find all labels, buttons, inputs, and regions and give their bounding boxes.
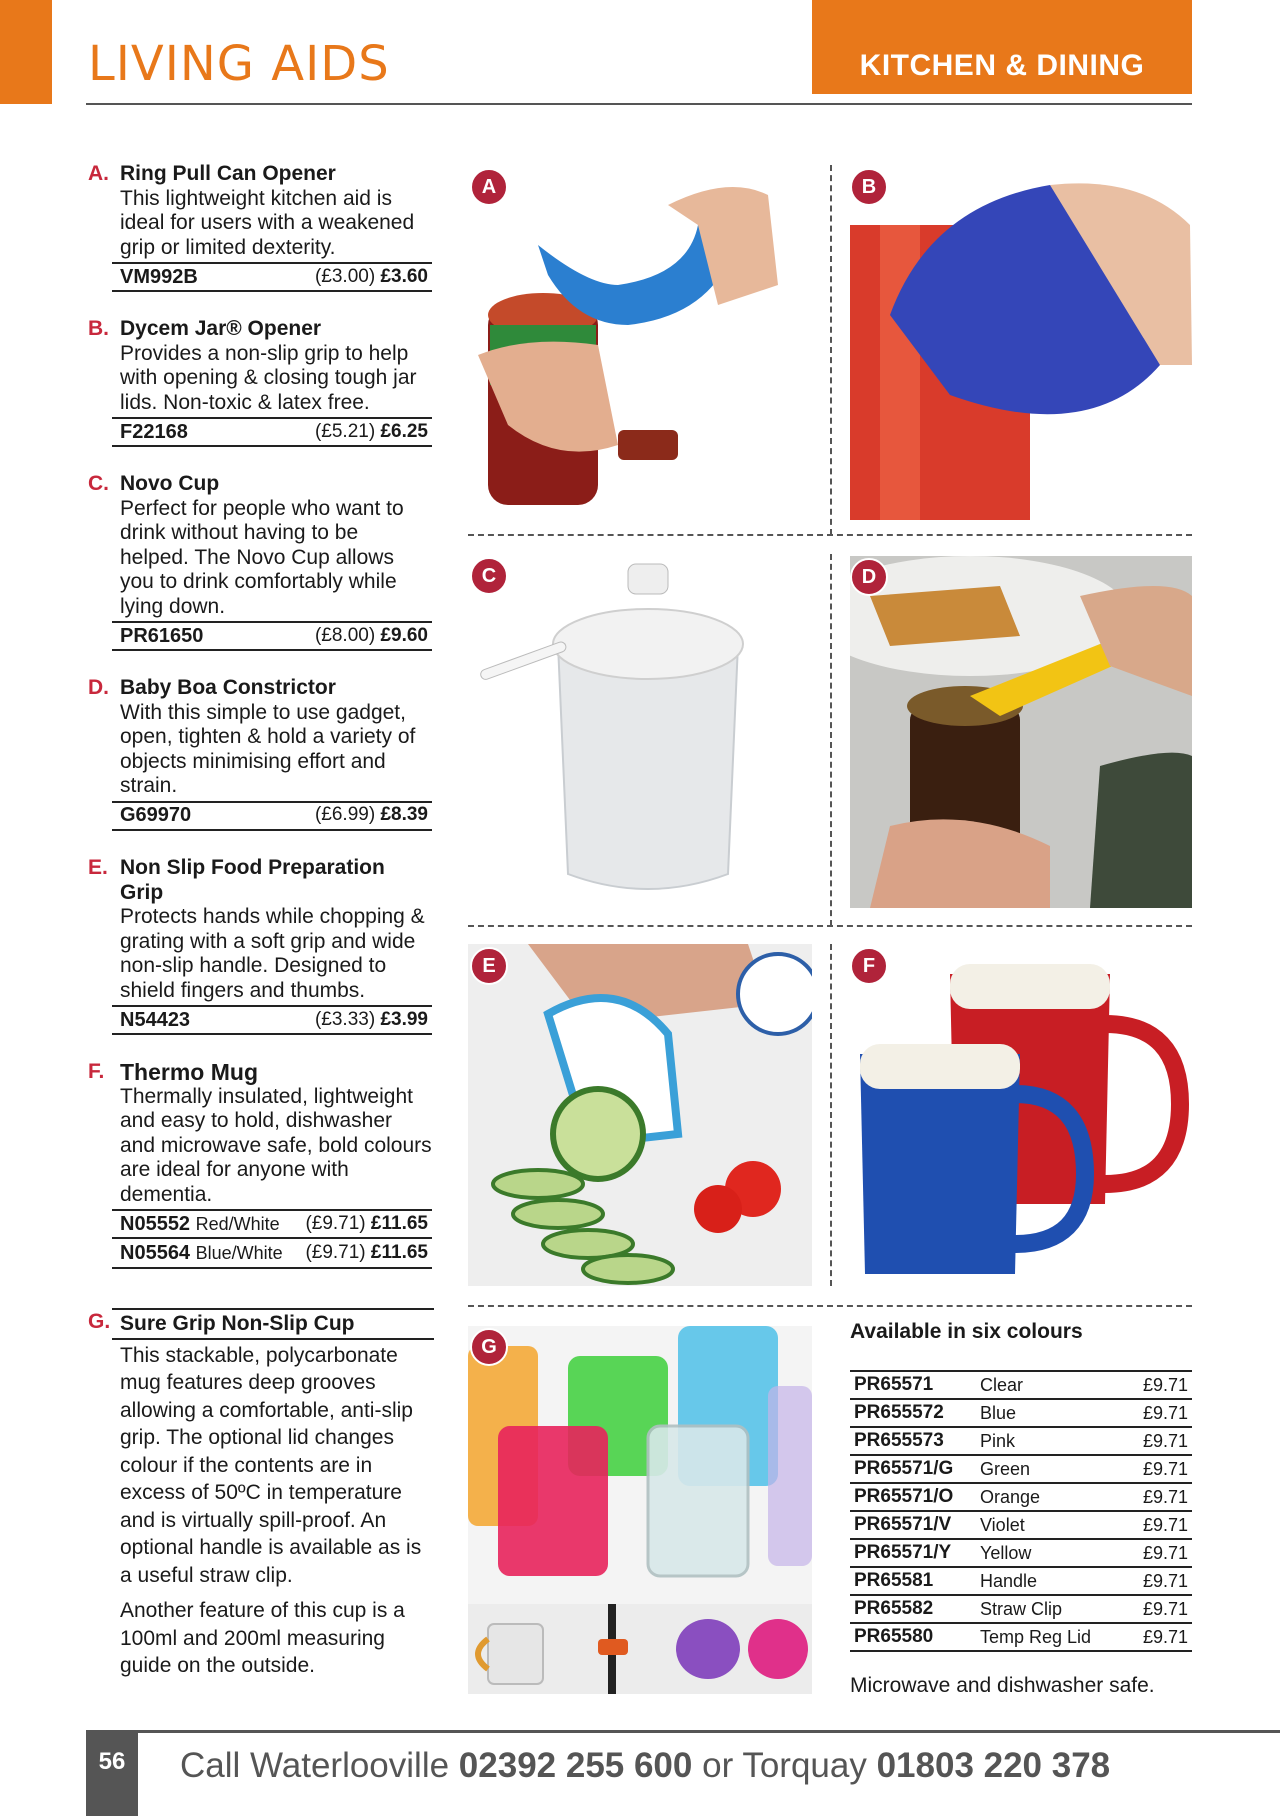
footer-phone-torquay[interactable]: 01803 220 378 (876, 1746, 1111, 1785)
product-g (88, 1308, 434, 1680)
product-code-group (120, 1212, 280, 1237)
product-price (315, 1008, 428, 1033)
colour-price: £9.71 (1142, 1430, 1188, 1451)
colour-row (850, 1568, 1192, 1596)
boa-constrictor-illustration (850, 556, 1192, 908)
product-c (88, 472, 432, 651)
colour-price: £9.71 (1142, 1626, 1188, 1647)
divider-horizontal (468, 1305, 1192, 1307)
product-name: Ring Pull Can Opener (120, 162, 336, 185)
price-inc-vat: £3.99 (380, 1008, 428, 1030)
colour-price: £9.71 (1142, 1542, 1188, 1563)
divider-vertical (830, 944, 832, 1286)
product-code-row (112, 1005, 432, 1035)
category-tab (812, 0, 1192, 94)
colour-row (850, 1400, 1192, 1428)
product-name: Novo Cup (120, 472, 220, 495)
product-d-image (850, 556, 1192, 908)
colours-footnote: Microwave and dishwasher safe. (850, 1674, 1155, 1697)
colour-price: £9.71 (1142, 1570, 1188, 1591)
product-price (315, 803, 428, 828)
product-d (88, 676, 432, 831)
product-description: Thermally insulated, lightweight and easy to hold, dishwasher and microwave safe, bold colours are ideal for anyone with dementia. (120, 1084, 432, 1206)
colour-name: Clear (980, 1374, 1024, 1395)
badge-a: A (470, 168, 508, 206)
page-number: 56 (86, 1730, 138, 1816)
colour-name: Green (980, 1458, 1031, 1479)
header-divider (86, 103, 1192, 105)
product-name: Thermo Mug (120, 1059, 258, 1085)
colour-name: Blue (980, 1402, 1017, 1423)
badge-c: C (470, 557, 508, 595)
price-inc-vat: £6.25 (380, 420, 428, 442)
product-g-header (88, 1308, 434, 1340)
colour-price: £9.71 (1142, 1374, 1188, 1395)
product-b (88, 317, 432, 447)
product-letter: E. (88, 856, 108, 879)
footer-divider (86, 1730, 1280, 1733)
colour-row (850, 1372, 1192, 1400)
colour-price: £9.71 (1142, 1514, 1188, 1535)
price-inc-vat: £11.65 (370, 1212, 428, 1234)
product-description: Provides a non-slip grip to help with opening & closing tough jar lids. Non-toxic & latex free. (120, 341, 417, 414)
colour-row (850, 1428, 1192, 1456)
colour-name: Pink (980, 1430, 1016, 1451)
product-letter: D. (88, 676, 109, 699)
colour-code: PR65580 (854, 1626, 934, 1647)
product-e-image (468, 944, 812, 1286)
product-name: Non Slip Food Preparation Grip (120, 856, 385, 904)
price-inc-vat: £8.39 (380, 804, 428, 826)
colour-table (850, 1370, 1192, 1652)
price-ex-vat: (£9.71) (305, 1241, 366, 1263)
colour-row (850, 1596, 1192, 1624)
colour-price: £9.71 (1142, 1598, 1188, 1619)
price-inc-vat: £3.60 (380, 265, 428, 287)
product-code: VM992B (120, 265, 198, 288)
product-description: This stackable, polycarbonate mug features deep grooves allowing a comfortable, anti-slip grip. The optional lid changes colour if the contents are in excess of 50ºC in temperature and is virtually spill-proof. An optional handle is available as is a useful straw clip. (120, 1343, 422, 1587)
product-code-row (112, 417, 432, 447)
product-code: N05564 (120, 1241, 191, 1264)
colour-row (850, 1512, 1192, 1540)
product-variant: Blue/White (195, 1242, 283, 1263)
footer-or-text: or Torquay (702, 1746, 867, 1785)
product-description: Perfect for people who want to drink without having to be helped. The Novo Cup allows you to drink comfortably while lying down. (120, 496, 404, 618)
cup-accessories-illustration (468, 1604, 812, 1694)
badge-e: E (470, 947, 508, 985)
product-c-image (468, 554, 790, 914)
product-description: This lightweight kitchen aid is ideal for users with a weakened grip or limited dexterity. (120, 186, 415, 259)
product-code: F22168 (120, 420, 188, 443)
colour-row (850, 1456, 1192, 1484)
colour-name: Temp Reg Lid (980, 1626, 1092, 1647)
footer-phone-waterlooville[interactable]: 02392 255 600 (458, 1746, 693, 1785)
price-ex-vat: (£9.71) (305, 1212, 366, 1234)
jar-opener-illustration (850, 165, 1192, 520)
divider-horizontal (468, 925, 1192, 927)
colour-code: PR65582 (854, 1598, 934, 1619)
product-b-image (850, 165, 1192, 520)
product-code: G69970 (120, 804, 192, 827)
product-code-row (112, 801, 432, 831)
product-price (315, 420, 428, 445)
colour-price: £9.71 (1142, 1486, 1188, 1507)
colour-code: PR65571/V (854, 1514, 952, 1535)
colour-row (850, 1484, 1192, 1512)
product-code-row (112, 1209, 432, 1239)
product-code: N05552 (120, 1212, 191, 1235)
badge-d: D (850, 558, 888, 596)
divider-vertical (830, 165, 832, 535)
novo-cup-illustration (468, 554, 790, 914)
footer-call-text: Call Waterlooville (180, 1746, 450, 1785)
colour-code: PR65571 (854, 1374, 934, 1395)
product-price (315, 624, 428, 649)
product-letter: F. (88, 1060, 105, 1083)
colour-code: PR655572 (854, 1402, 944, 1423)
product-f (88, 1060, 432, 1269)
product-price (305, 1212, 428, 1237)
colours-title: Available in six colours (850, 1320, 1083, 1343)
colour-code: PR65581 (854, 1570, 934, 1591)
product-code-row (112, 262, 432, 292)
colour-name: Yellow (980, 1542, 1032, 1563)
price-ex-vat: (£8.00) (314, 624, 376, 646)
product-description: With this simple to use gadget, open, tighten & hold a variety of objects minimising effort and strain. (120, 700, 416, 797)
price-ex-vat: (£5.21) (314, 420, 376, 442)
product-price (305, 1241, 428, 1266)
price-inc-vat: £11.65 (370, 1241, 428, 1263)
sure-grip-cups-illustration (468, 1326, 812, 1606)
colour-name: Handle (980, 1570, 1038, 1591)
product-name: Dycem Jar® Opener (120, 317, 322, 340)
product-e (88, 856, 432, 1035)
product-a (88, 162, 432, 292)
colour-name: Orange (980, 1486, 1041, 1507)
section-title: LIVING AIDS (88, 36, 390, 92)
price-inc-vat: £9.60 (380, 624, 428, 646)
product-code-group (120, 1241, 283, 1266)
colour-row (850, 1540, 1192, 1568)
price-ex-vat: (£6.99) (314, 804, 376, 826)
product-letter: A. (88, 162, 109, 185)
product-code: N54423 (120, 1008, 191, 1031)
divider-vertical (830, 554, 832, 926)
badge-f: F (850, 947, 888, 985)
colour-name: Straw Clip (980, 1598, 1063, 1619)
colour-price: £9.71 (1142, 1458, 1188, 1479)
product-code: PR61650 (120, 624, 204, 647)
colour-row (850, 1624, 1192, 1652)
colour-code: PR655573 (854, 1430, 944, 1451)
product-name: Sure Grip Non-Slip Cup (120, 1312, 355, 1335)
colour-price: £9.71 (1142, 1402, 1188, 1423)
product-description-extra: Another feature of this cup is a 100ml and 200ml measuring guide on the outside. (120, 1599, 405, 1677)
product-letter: C. (88, 472, 109, 495)
price-ex-vat: (£3.00) (314, 265, 376, 287)
colour-code: PR65571/G (854, 1458, 954, 1479)
product-code-row (112, 1239, 432, 1269)
thermo-mug-illustration (850, 944, 1192, 1286)
product-code-row (112, 621, 432, 651)
colour-code: PR65571/O (854, 1486, 954, 1507)
product-g-image (468, 1326, 812, 1606)
product-name: Baby Boa Constrictor (120, 676, 336, 699)
product-price (315, 265, 428, 290)
product-g-accessories-image (468, 1604, 812, 1694)
product-variant: Red/White (195, 1213, 280, 1234)
header-accent-block (0, 0, 52, 104)
footer-contact (180, 1746, 1110, 1786)
badge-b: B (850, 168, 888, 206)
divider-horizontal (468, 534, 1192, 536)
product-f-image (850, 944, 1192, 1286)
price-ex-vat: (£3.33) (314, 1008, 376, 1030)
can-opener-illustration (468, 165, 790, 520)
colour-code: PR65571/Y (854, 1542, 952, 1563)
product-a-image (468, 165, 790, 520)
food-grip-illustration (468, 944, 812, 1286)
product-letter: B. (88, 317, 109, 340)
product-description: Protects hands while chopping & grating with a soft grip and wide non-slip handle. Designed to shield fingers and thumbs. (120, 905, 425, 1002)
badge-g: G (470, 1328, 508, 1366)
colour-name: Violet (980, 1514, 1025, 1535)
category-label: KITCHEN & DINING (859, 49, 1145, 82)
product-letter: G. (88, 1310, 111, 1333)
